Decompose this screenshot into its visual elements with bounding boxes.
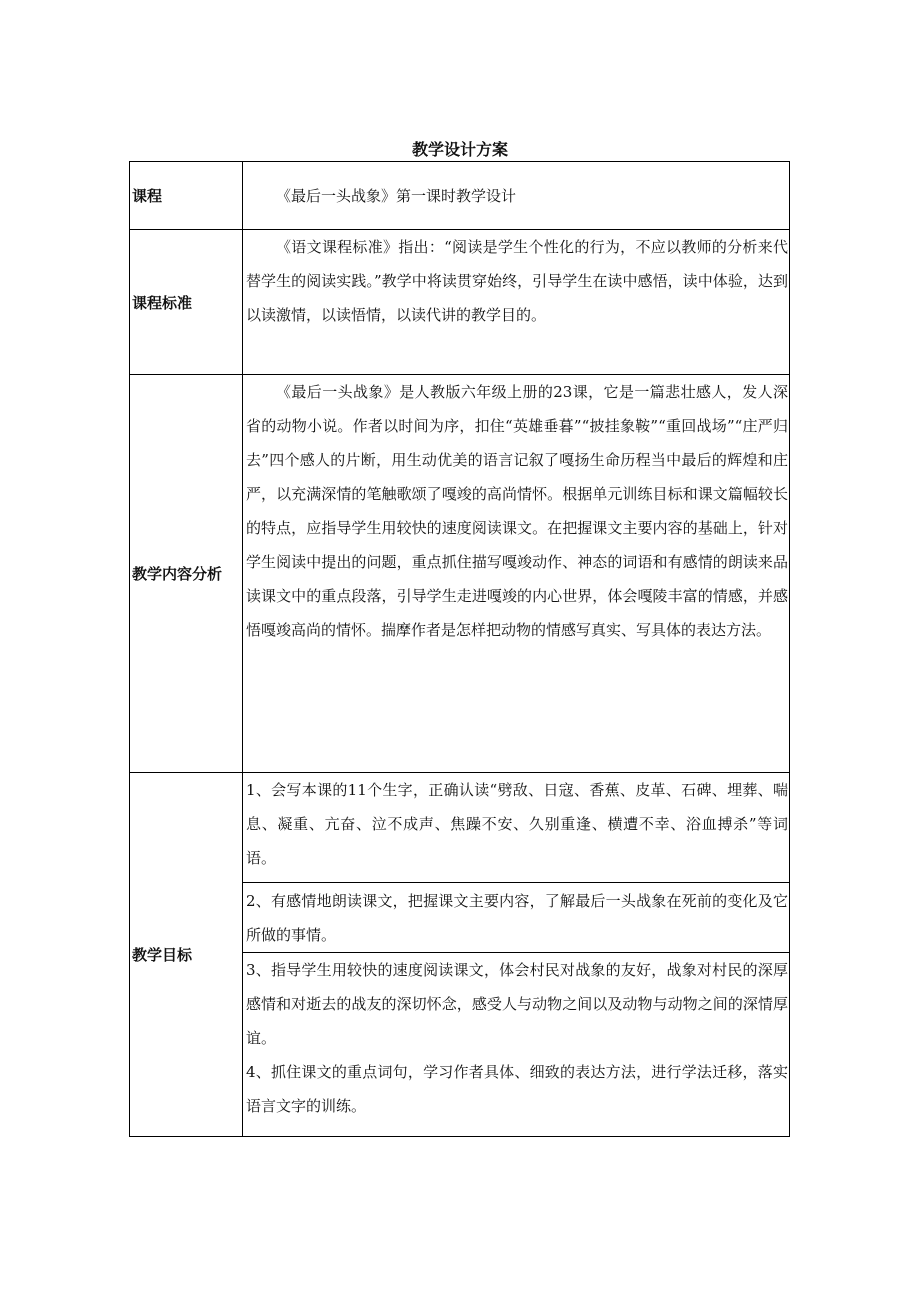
label-course: 课程 [130, 162, 243, 230]
content-analysis [243, 375, 790, 773]
label-analysis: 教学内容分析 [130, 375, 243, 773]
standard-text: 《语文课程标准》指出：“阅读是学生个性化的行为，不应以教师的分析来代替学生的阅读实践。”教学中将读贯穿始终，引导学生在读中感悟，读中体验，达到以读激情，以读悟情，以读代讲的教学目的。 [246, 238, 788, 324]
analysis-text: 《最后一头战象》是人教版六年级上册的23课，它是一篇悲壮感人，发人深省的动物小说。作者以时间为序，扣住“英雄垂暮”“披挂象鞍”“重回战场”“庄严归去”四个感人的片断，用生动优美的语言记叙了嘎扬生命历程当中最后的辉煌和庄严，以充满深情的笔触歌颂了嘎竣的高尚情怀。根据单元训练目标和课文篇幅较长的特点，应指导学生用较快的速度阅读课文。在把握课文主要内容的基础上，针对学生阅读中提出的问题，重点抓住描写嘎竣动作、神态的词语和有感情的朗读来品读课文中的重点段落，引导学生走进嘎竣的内心世界，体会嘎陵丰富的情感，并感悟嘎竣高尚的情怀。揣摩作者是怎样把动物的情感写真实、写具体的表达方法。 [246, 383, 788, 639]
objective-text-4: 4、抓住课文的重点词句，学习作者具体、细致的表达方法，进行学法迁移，落实语言文字的训练。 [246, 1063, 788, 1115]
table-row-analysis [130, 375, 790, 773]
objective-item-3-4 [243, 953, 790, 1137]
table-row-objective-1 [130, 773, 790, 883]
table-row-standard [130, 230, 790, 375]
objective-text-1: 1、会写本课的11个生字，正确认读“劈敌、日寇、香蕉、皮革、石碑、埋葬、喘息、凝重、亢奋、泣不成声、焦躁不安、久别重逢、横遭不幸、浴血搏杀”等词语。 [246, 781, 788, 867]
lesson-plan-table [129, 161, 790, 1137]
label-standard: 课程标准 [130, 230, 243, 375]
page-title: 教学设计方案 [411, 140, 508, 159]
label-objectives: 教学目标 [130, 773, 243, 1137]
objective-text-2: 2、有感情地朗读课文，把握课文主要内容，了解最后一头战象在死前的变化及它所做的事情。 [246, 891, 788, 944]
table-row-course [130, 162, 790, 230]
objective-text-3: 3、指导学生用较快的速度阅读课文，体会村民对战象的友好，战象对村民的深厚感情和对逝去的战友的深切怀念，感受人与动物之间以及动物与动物之间的深情厚谊。 [246, 961, 788, 1047]
content-standard [243, 230, 790, 375]
course-title-text: 《最后一头战象》第一课时教学设计 [276, 186, 517, 205]
content-course [243, 162, 790, 230]
objective-item-1 [243, 773, 790, 883]
objective-item-2 [243, 883, 790, 953]
